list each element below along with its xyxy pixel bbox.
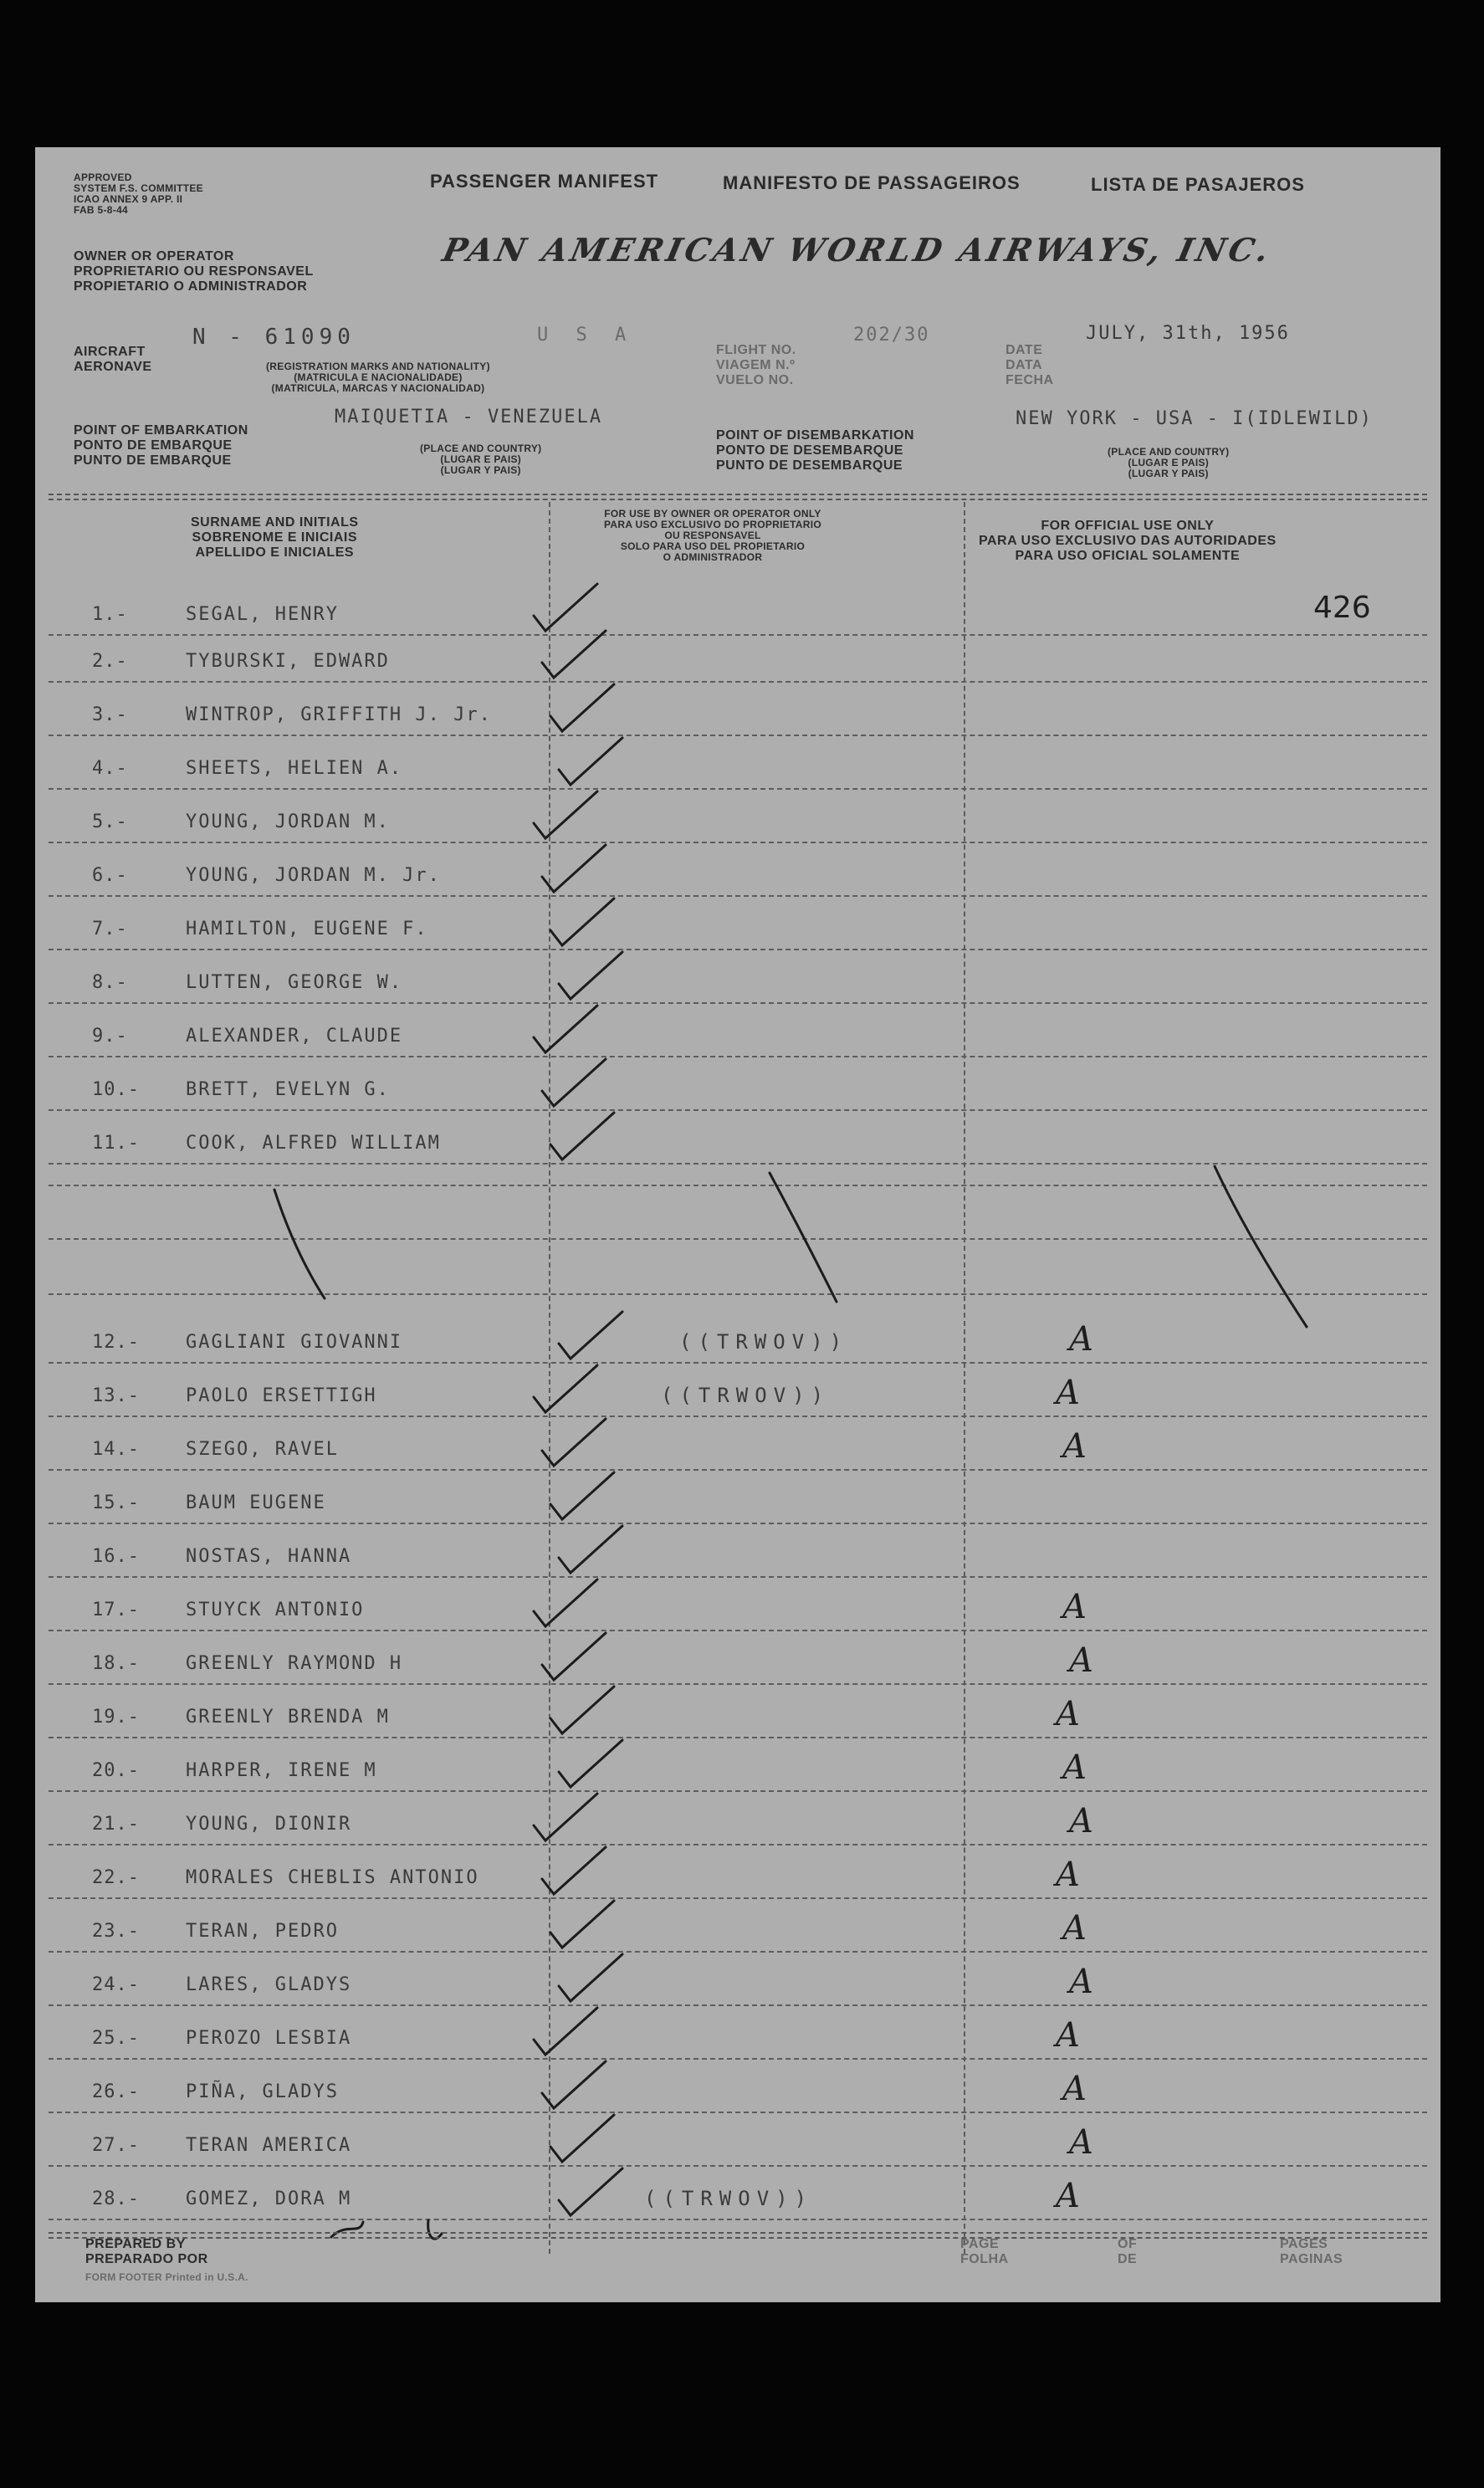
date-label-line: DATA	[1006, 358, 1043, 372]
passenger-name: TERAN, PEDRO	[186, 1921, 339, 1942]
table-bottom-border	[49, 2232, 1427, 2239]
of-label-line: DE	[1118, 2252, 1138, 2266]
passenger-number: 24.-	[92, 1974, 140, 1995]
form-printer: FORM FOOTER Printed in U.S.A.	[85, 2271, 248, 2283]
official-mark: A	[1062, 1748, 1087, 1787]
passenger-number: 22.-	[92, 1867, 140, 1888]
passenger-number: 23.-	[92, 1921, 140, 1942]
official-mark: A	[1069, 1963, 1093, 2001]
passenger-name: BRETT, EVELYN G.	[186, 1079, 390, 1100]
check-mark	[542, 1633, 606, 1680]
official-count: 426	[1313, 591, 1371, 625]
check-mark	[534, 1006, 597, 1052]
column-header-line: FOR USE BY OWNER OR OPERATOR ONLY	[604, 508, 821, 520]
passenger-number: 27.-	[92, 2135, 140, 2156]
prepared-by-line: PREPARADO POR	[85, 2252, 208, 2266]
check-mark	[559, 738, 622, 785]
check-mark	[534, 791, 597, 838]
passenger-note: ((TRWOV))	[644, 2187, 814, 2210]
cancel-stroke	[274, 1190, 325, 1298]
passenger-number: 3.-	[92, 704, 128, 725]
passenger-number: 16.-	[92, 1546, 140, 1567]
disembarkation-label-line: PUNTO DE DESEMBARQUE	[716, 458, 903, 473]
title-english: PASSENGER MANIFEST	[430, 171, 659, 192]
check-mark	[542, 1059, 606, 1106]
passenger-note: ((TRWOV))	[661, 1384, 831, 1407]
owner-label-line: PROPRIETARIO OU RESPONSAVEL	[74, 264, 314, 279]
check-mark	[534, 2008, 597, 2055]
check-mark	[559, 1312, 622, 1359]
check-mark	[559, 1740, 622, 1787]
passenger-number: 18.-	[92, 1653, 140, 1674]
approval-line: SYSTEM F.S. COMMITTEE	[74, 182, 203, 194]
aircraft-nationality: U S A	[537, 325, 635, 346]
passenger-name: WINTROP, GRIFFITH J. Jr.	[186, 704, 492, 725]
passenger-number: 26.-	[92, 2081, 140, 2102]
check-mark	[550, 1901, 614, 1948]
passenger-note: ((TRWOV))	[679, 1330, 849, 1354]
passenger-name: STUYCK ANTONIO	[186, 1600, 365, 1620]
embarkation-label-line: PONTO DE EMBARQUE	[74, 438, 233, 453]
title-spanish: LISTA DE PASAJEROS	[1091, 174, 1305, 195]
passenger-name: YOUNG, JORDAN M.	[186, 811, 390, 832]
column-header-line: SURNAME AND INITIALS	[191, 515, 359, 530]
passenger-name: GAGLIANI GIOVANNI	[186, 1332, 403, 1353]
embarkation-note-line: (PLACE AND COUNTRY)	[420, 443, 542, 454]
registration-note-line: (REGISTRATION MARKS AND NATIONALITY)	[266, 361, 490, 372]
cancel-stroke	[1215, 1166, 1307, 1327]
official-mark: A	[1069, 1320, 1093, 1359]
pages-label-line: PAGINAS	[1280, 2252, 1343, 2266]
pages-label	[1280, 2237, 1343, 2267]
official-mark: A	[1069, 1802, 1093, 1840]
page-label-line: PAGE	[960, 2237, 1000, 2251]
disembarkation-note-line: (PLACE AND COUNTRY)	[1108, 446, 1230, 458]
passenger-number: 14.-	[92, 1439, 140, 1460]
check-mark	[550, 684, 614, 731]
column-header-line: SOBRENOME E INICIAIS	[192, 530, 358, 545]
passenger-number: 2.-	[92, 651, 128, 672]
approval-line: ICAO ANNEX 9 APP. II	[74, 193, 183, 205]
flight-number: 202/30	[853, 325, 930, 346]
aircraft-label-line: AERONAVE	[74, 360, 152, 374]
embarkation-note-line: (LUGAR Y PAIS)	[440, 464, 521, 476]
passenger-number: 12.-	[92, 1332, 140, 1353]
passenger-number: 21.-	[92, 1814, 140, 1835]
disembarkation-place: NEW YORK - USA - I(IDLEWILD)	[1016, 408, 1373, 429]
passenger-name: SEGAL, HENRY	[186, 604, 339, 625]
passenger-number: 17.-	[92, 1600, 140, 1620]
check-mark	[559, 1526, 622, 1573]
check-mark	[550, 1113, 614, 1160]
official-mark: A	[1056, 1374, 1080, 1412]
check-mark	[542, 1847, 606, 1894]
check-mark	[550, 1687, 614, 1733]
check-mark	[559, 2168, 622, 2215]
check-mark	[534, 1365, 597, 1412]
cancel-stroke	[770, 1173, 837, 1302]
flight-label-line: FLIGHT NO.	[716, 343, 796, 357]
column-header-line: SOLO PARA USO DEL PROPIETARIO	[620, 540, 806, 552]
embarkation-label-line: POINT OF EMBARKATION	[74, 423, 248, 438]
passenger-name: BAUM EUGENE	[186, 1492, 326, 1513]
check-mark	[534, 1794, 597, 1840]
embarkation-note-line: (LUGAR E PAIS)	[440, 453, 522, 465]
flight-label-line: VIAGEM N.º	[716, 358, 796, 372]
passenger-number: 25.-	[92, 2028, 140, 2049]
owner-label-line: OWNER OR OPERATOR	[74, 249, 234, 264]
check-mark	[550, 898, 614, 945]
check-mark	[559, 1954, 622, 2001]
passenger-name: NOSTAS, HANNA	[186, 1546, 352, 1567]
check-mark	[559, 952, 622, 999]
passenger-number: 6.-	[92, 865, 128, 886]
passenger-name: COOK, ALFRED WILLIAM	[186, 1133, 441, 1154]
passenger-name: LARES, GLADYS	[186, 1974, 352, 1995]
disembarkation-note-line: (LUGAR Y PAIS)	[1128, 468, 1209, 479]
passenger-number: 7.-	[92, 919, 128, 939]
passenger-number: 5.-	[92, 811, 128, 832]
passenger-name: MORALES CHEBLIS ANTONIO	[186, 1867, 479, 1888]
official-mark: A	[1062, 1588, 1087, 1626]
disembarkation-label-line: PONTO DE DESEMBARQUE	[716, 443, 903, 458]
check-mark	[550, 1472, 614, 1519]
official-mark: A	[1056, 2016, 1080, 2055]
pages-label-line: PAGES	[1280, 2237, 1328, 2251]
passenger-name: GREENLY RAYMOND H	[186, 1653, 403, 1674]
column-header-line: PARA USO OFICIAL SOLAMENTE	[1015, 549, 1241, 563]
passenger-name: GREENLY BRENDA M	[186, 1707, 390, 1728]
registration-note-line: (MATRICULA E NACIONALIDADE)	[294, 371, 463, 383]
title-portuguese: MANIFESTO DE PASSAGEIROS	[723, 172, 1021, 193]
approval-line: APPROVED	[74, 171, 132, 183]
passenger-name: YOUNG, DIONIR	[186, 1814, 352, 1835]
check-mark	[542, 845, 606, 892]
passenger-number: 19.-	[92, 1707, 140, 1728]
passenger-name: HARPER, IRENE M	[186, 1760, 377, 1781]
check-mark	[534, 584, 597, 631]
passenger-name: PIÑA, GLADYS	[186, 2081, 339, 2102]
embarkation-place: MAIQUETIA - VENEZUELA	[335, 407, 603, 427]
of-label-line: OF	[1118, 2237, 1138, 2251]
aircraft-label-line: AIRCRAFT	[74, 345, 146, 359]
passenger-number: 4.-	[92, 758, 128, 779]
official-mark: A	[1062, 1427, 1087, 1466]
passenger-name: PEROZO LESBIA	[186, 2028, 352, 2049]
official-mark: A	[1056, 1695, 1080, 1733]
check-mark	[534, 1579, 597, 1626]
passenger-name: TERAN AMERICA	[186, 2135, 352, 2156]
check-mark	[550, 2115, 614, 2162]
passenger-name: GOMEZ, DORA M	[186, 2189, 352, 2209]
official-mark: A	[1069, 1641, 1093, 1680]
check-mark	[542, 631, 606, 678]
passenger-number: 28.-	[92, 2189, 140, 2209]
passenger-name: TYBURSKI, EDWARD	[186, 651, 390, 672]
airline-name: PAN AMERICAN WORLD AIRWAYS, INC.	[439, 231, 1276, 269]
owner-label-line: PROPIETARIO O ADMINISTRADOR	[74, 279, 308, 294]
page-label	[960, 2237, 1009, 2267]
disembarkation-note-line: (LUGAR E PAIS)	[1128, 457, 1210, 468]
disembarkation-label-line: POINT OF DISEMBARKATION	[716, 428, 914, 443]
passenger-name: LUTTEN, GEORGE W.	[186, 972, 403, 993]
official-mark: A	[1056, 2177, 1080, 2215]
passenger-name: ALEXANDER, CLAUDE	[186, 1026, 403, 1047]
date-label-line: DATE	[1006, 343, 1043, 357]
column-header-line: APELLIDO E INICIALES	[195, 545, 355, 560]
handwritten-marks	[35, 147, 1441, 2302]
passenger-name: YOUNG, JORDAN M. Jr.	[186, 865, 441, 886]
passenger-number: 15.-	[92, 1492, 140, 1513]
passenger-name: SZEGO, RAVEL	[186, 1439, 339, 1460]
aircraft-registration: N - 61090	[192, 325, 356, 350]
check-mark	[542, 2061, 606, 2108]
embarkation-label-line: PUNTO DE EMBARQUE	[74, 453, 232, 468]
official-mark: A	[1069, 2123, 1093, 2162]
passenger-number: 1.-	[92, 604, 128, 625]
date-label-line: FECHA	[1006, 373, 1054, 387]
approval-line: FAB 5-8-44	[74, 204, 129, 216]
passenger-name: SHEETS, HELIEN A.	[186, 758, 403, 779]
column-header-line: PARA USO EXCLUSIVO DO PROPRIETARIO	[604, 519, 822, 530]
page-label-line: FOLHA	[960, 2252, 1009, 2266]
passenger-number: 10.-	[92, 1079, 140, 1100]
column-header-line: OU RESPONSAVEL	[664, 530, 761, 541]
manifest-sheet	[35, 147, 1441, 2302]
passenger-number: 9.-	[92, 1026, 128, 1047]
passenger-number: 13.-	[92, 1385, 140, 1406]
official-mark: A	[1056, 1856, 1080, 1894]
passenger-name: PAOLO ERSETTIGH	[186, 1385, 377, 1406]
flight-date: JULY, 31th, 1956	[1086, 323, 1290, 344]
passenger-name: HAMILTON, EUGENE F.	[186, 919, 428, 939]
column-header-line: O ADMINISTRADOR	[663, 551, 763, 563]
of-label	[1118, 2237, 1137, 2267]
passenger-number: 11.-	[92, 1133, 140, 1154]
prepared-by-label	[85, 2237, 208, 2267]
column-header-line: PARA USO EXCLUSIVO DAS AUTORIDADES	[979, 534, 1277, 548]
passenger-number: 8.-	[92, 972, 128, 993]
registration-note-line: (MATRICULA, MARCAS Y NACIONALIDAD)	[271, 382, 485, 394]
official-mark: A	[1062, 1909, 1087, 1948]
prepared-by-line: PREPARED BY	[85, 2237, 186, 2251]
official-mark: A	[1062, 2070, 1087, 2108]
check-mark	[542, 1419, 606, 1466]
column-header-line: FOR OFFICIAL USE ONLY	[1041, 519, 1215, 533]
passenger-number: 20.-	[92, 1760, 140, 1781]
flight-label-line: VUELO NO.	[716, 373, 794, 387]
